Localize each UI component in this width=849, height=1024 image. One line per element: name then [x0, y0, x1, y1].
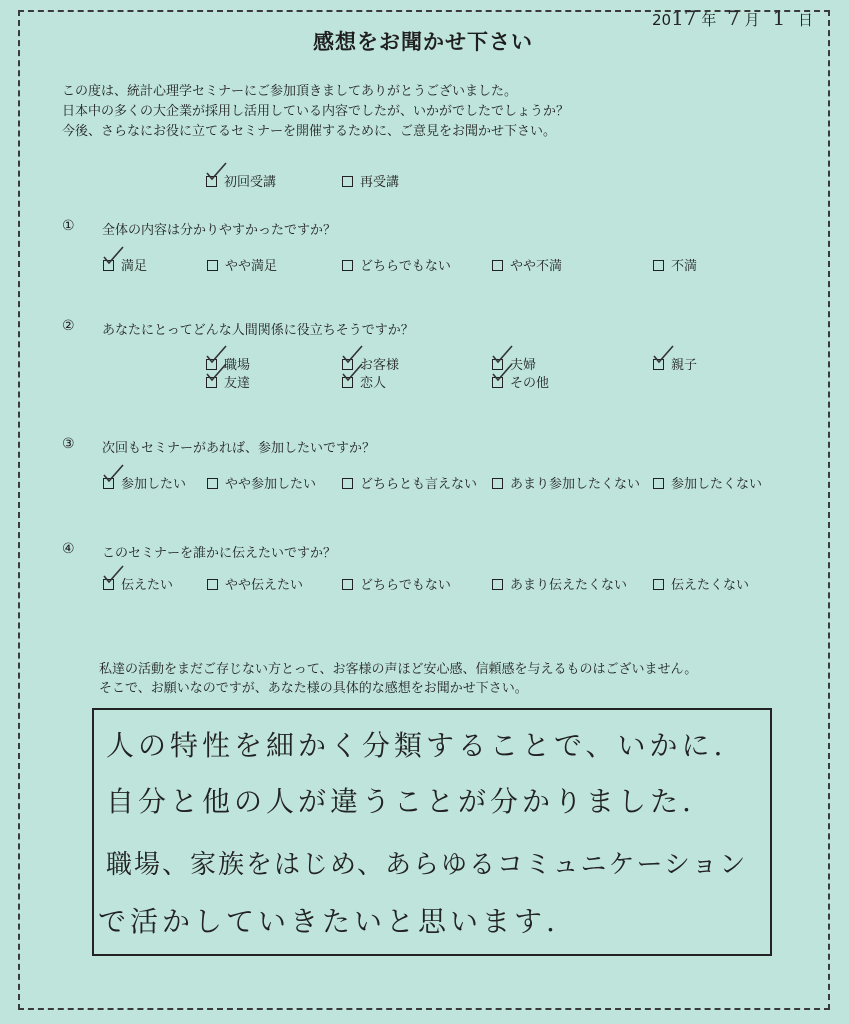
q2-option-other[interactable]: その他 [492, 372, 549, 391]
q2-option-friends[interactable]: 友達 [206, 372, 250, 391]
q3-option-want[interactable]: 参加したい [103, 473, 186, 492]
month-value: 7 [727, 6, 740, 30]
question-3-text: 次回もセミナーがあれば、参加したいですか？ [102, 441, 376, 456]
q2-option-workplace[interactable]: 職場 [206, 354, 250, 373]
question-3-number: ③ [62, 436, 75, 452]
closing-line-1: 私達の活動をまだご存じない方とって、お客様の声ほど安心感、信頼感を与えるものはございません。 [99, 662, 698, 677]
checkbox[interactable] [207, 579, 218, 590]
q3-option-neutral[interactable]: どちらとも言えない [342, 473, 477, 492]
q1-option-somewhat-satisfied[interactable]: やや満足 [207, 255, 277, 274]
checkbox[interactable] [492, 579, 503, 590]
option-repeat[interactable]: 再受講 [342, 171, 399, 190]
q4-option-no[interactable]: 伝えたくない [653, 574, 749, 593]
q1-option-dissatisfied[interactable]: 不満 [653, 255, 697, 274]
page-title: 感想をお聞かせ下さい [313, 30, 533, 54]
q2-option-spouse[interactable]: 夫婦 [492, 354, 536, 373]
checkbox[interactable] [342, 478, 353, 489]
checkmark-icon [490, 362, 514, 384]
checkmark-icon [101, 463, 125, 485]
q4-option-not-much[interactable]: あまり伝えたくない [492, 574, 627, 593]
checkmark-icon [651, 344, 675, 366]
q2-option-lover[interactable]: 恋人 [342, 372, 386, 391]
option-first-time[interactable]: 初回受講 [206, 171, 276, 190]
q4-option-somewhat-want[interactable]: やや伝えたい [207, 574, 303, 593]
day-value: 1 [772, 6, 786, 30]
checkbox[interactable] [492, 478, 503, 489]
q1-option-somewhat-dissatisfied[interactable]: やや不満 [492, 255, 562, 274]
question-2-text: あなたにとってどんな人間関係に役立ちそうですか？ [102, 323, 414, 338]
checkbox[interactable] [342, 260, 353, 271]
checkmark-icon [101, 245, 125, 267]
year-unit: 年 [701, 11, 717, 29]
checkbox[interactable] [342, 176, 353, 187]
answer-line-2: 自分と他の人が違うことが分かりました. [106, 785, 695, 818]
month-unit: 月 [744, 11, 760, 29]
q3-option-not-much[interactable]: あまり参加したくない [492, 473, 640, 492]
checkbox[interactable] [653, 478, 664, 489]
checkbox[interactable] [653, 579, 664, 590]
question-1-text: 全体の内容は分かりやすかったですか？ [102, 223, 337, 238]
year-prefix: 20 [652, 11, 672, 29]
checkbox[interactable] [653, 260, 664, 271]
checkbox[interactable] [207, 260, 218, 271]
q2-option-customers[interactable]: お客様 [342, 354, 399, 373]
question-2-number: ② [62, 318, 75, 334]
checkmark-icon [204, 161, 228, 183]
answer-line-1: 人の特性を細かく分類することで、いかに. [106, 729, 727, 762]
q2-option-parent-child[interactable]: 親子 [653, 354, 697, 373]
question-4-text: このセミナーを誰かに伝えたいですか？ [102, 546, 337, 561]
question-4-number: ④ [62, 541, 75, 557]
q4-option-want[interactable]: 伝えたい [103, 574, 173, 593]
closing-line-2: そこで、お願いなのですが、あなた様の具体的な感想をお聞かせ下さい。 [99, 681, 528, 696]
q4-option-neutral[interactable]: どちらでもない [342, 574, 451, 593]
q3-option-no[interactable]: 参加したくない [653, 473, 762, 492]
checkbox[interactable] [492, 260, 503, 271]
date [652, 6, 813, 30]
day-unit: 日 [797, 11, 813, 29]
question-1-number: ① [62, 218, 75, 234]
intro-line-2: 日本中の多くの大企業が採用し活用している内容でしたが、いかがでしたでしょうか？ [62, 104, 570, 119]
checkmark-icon [204, 362, 228, 384]
year-value: 17 [671, 6, 697, 30]
checkbox[interactable] [207, 478, 218, 489]
answer-line-4: で活かしていきたいと思います. [98, 905, 559, 938]
q1-option-satisfied[interactable]: 満足 [103, 255, 147, 274]
answer-line-3: 職場、家族をはじめ、あらゆるコミュニケーション [106, 850, 748, 880]
checkbox[interactable] [342, 579, 353, 590]
answer-box[interactable] [92, 708, 772, 956]
q1-option-neutral[interactable]: どちらでもない [342, 255, 451, 274]
intro-line-3: 今後、さらなにお役に立てるセミナーを開催するために、ご意見をお聞かせ下さい。 [62, 124, 557, 139]
q3-option-somewhat-want[interactable]: やや参加したい [207, 473, 316, 492]
checkmark-icon [340, 362, 364, 384]
checkmark-icon [101, 564, 125, 586]
intro-line-1: この度は、統計心理学セミナーにご参加頂きましてありがとうございました。 [62, 84, 518, 99]
